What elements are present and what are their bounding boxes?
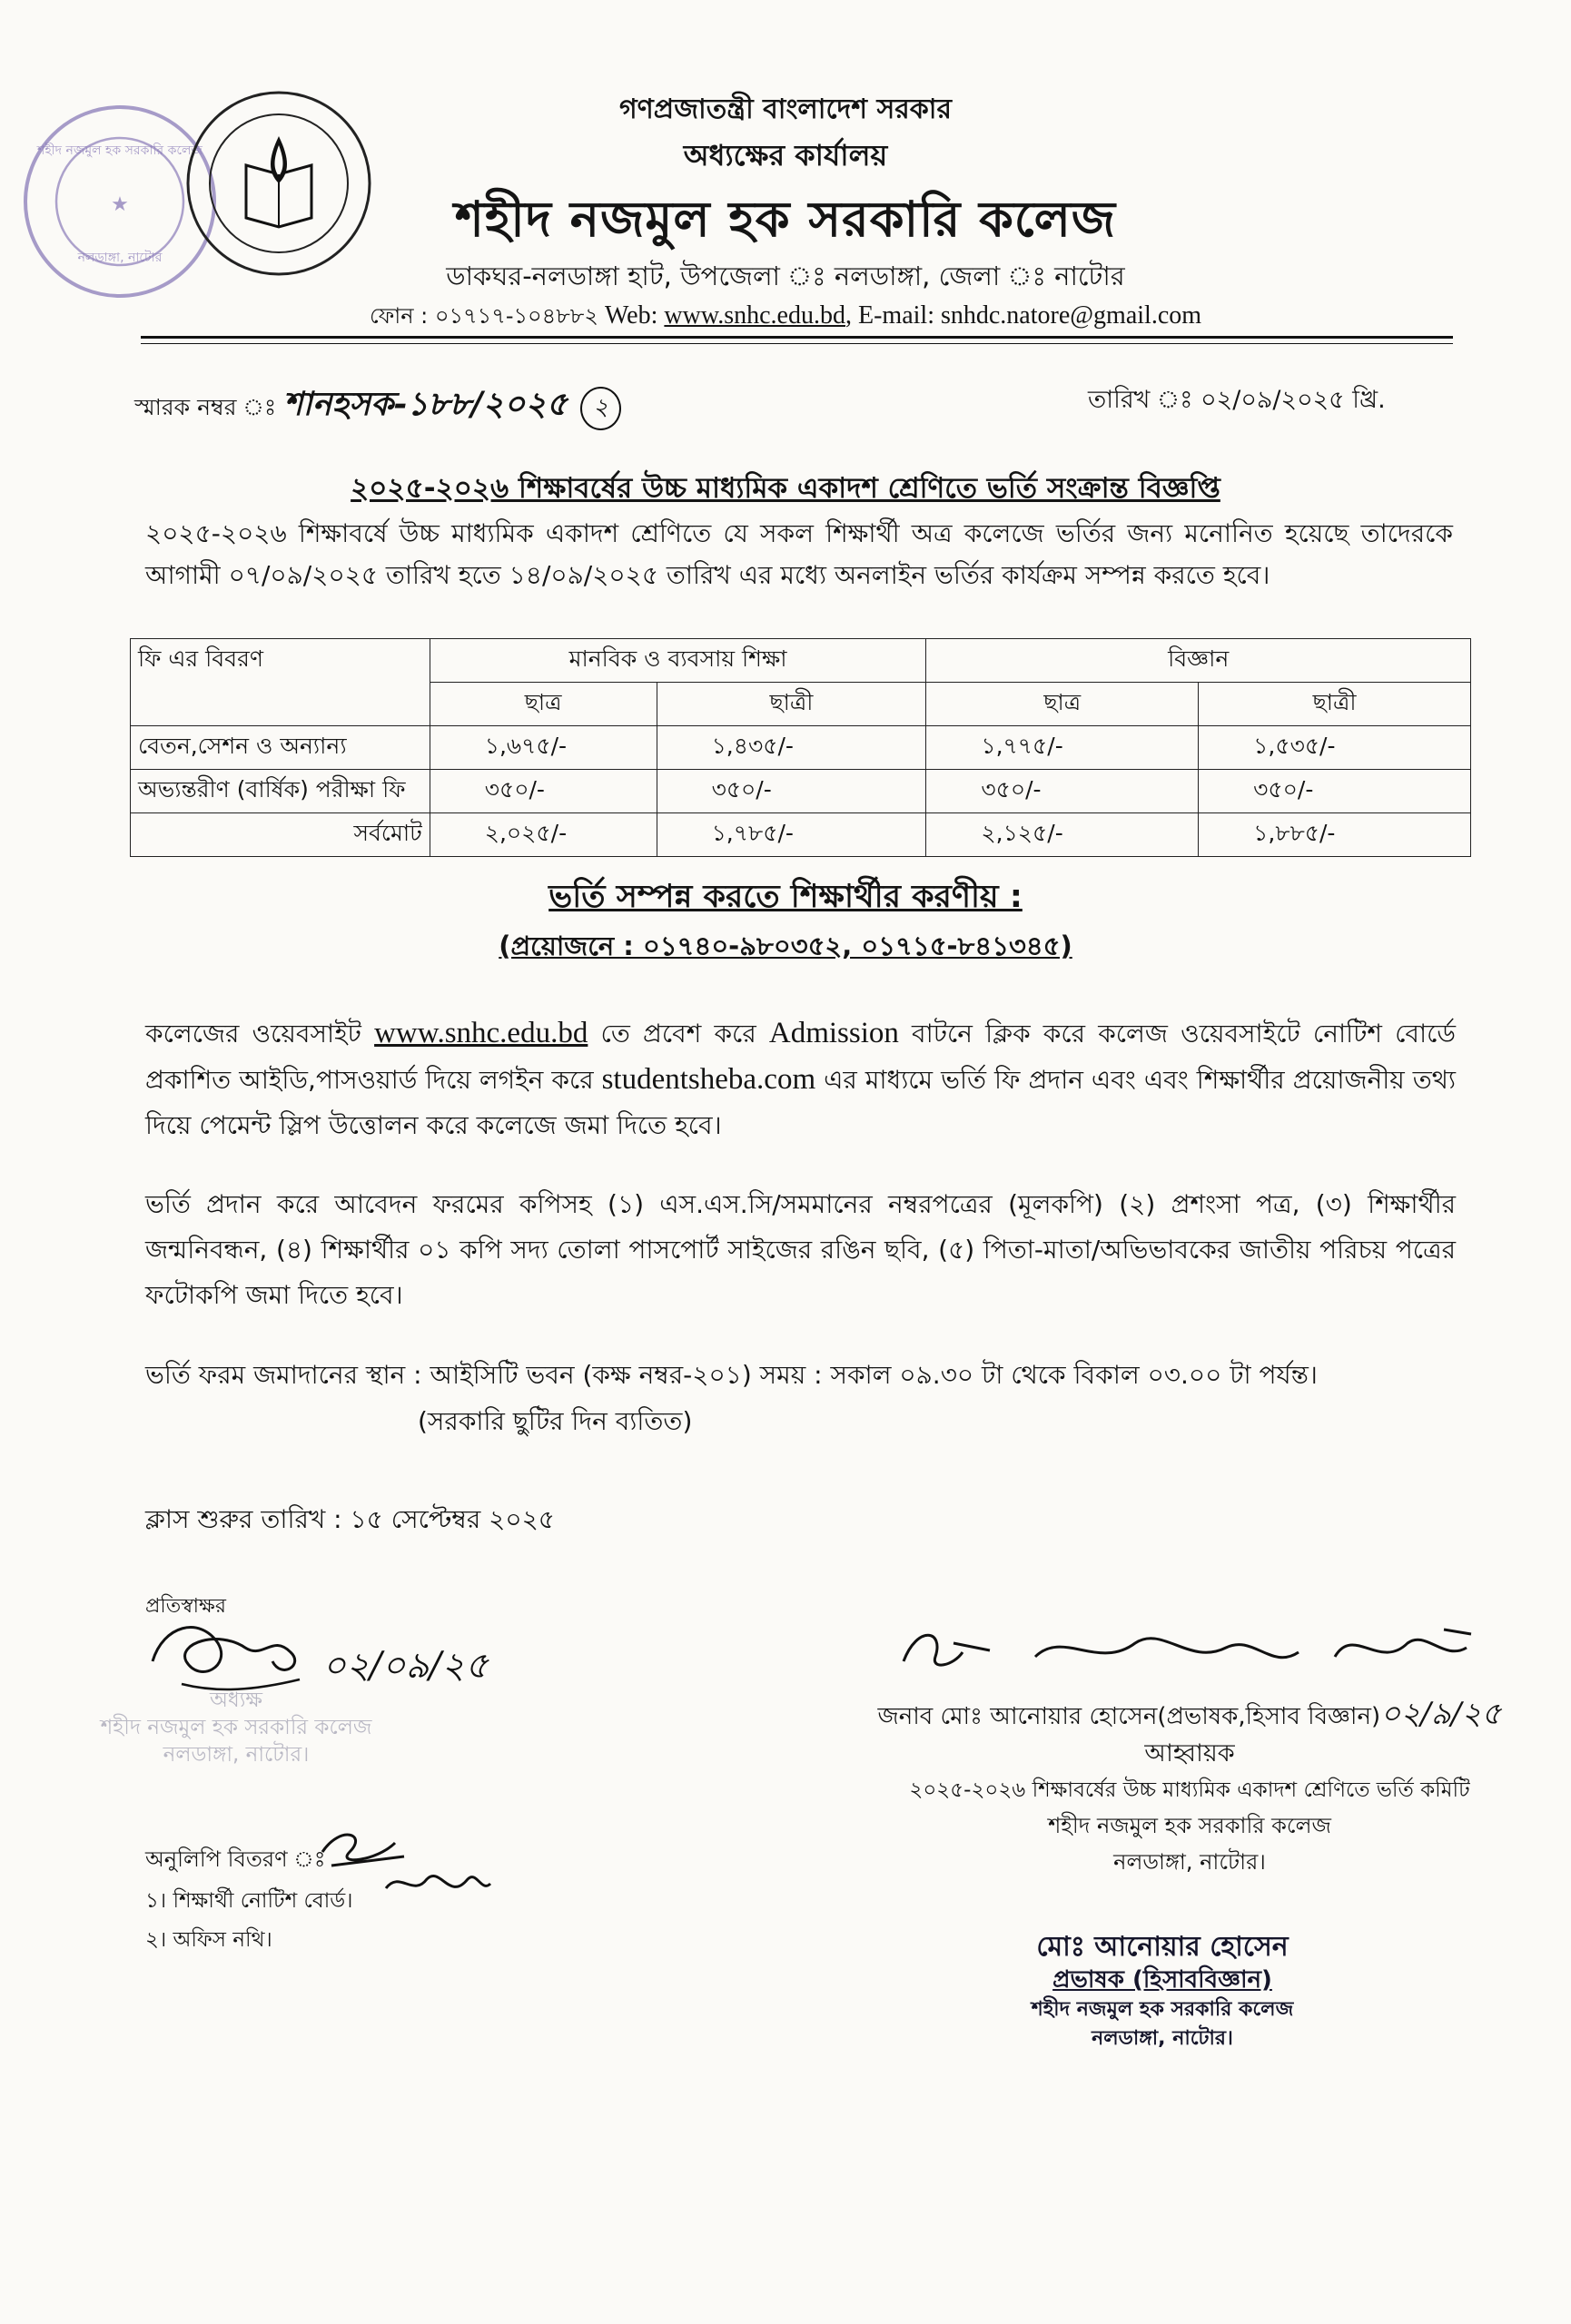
table-total-row [131,813,1471,857]
cell-value: ১,৬৭৫/- [430,726,657,770]
holiday-note: (সরকারি ছুটির দিন ব্যতিত) [418,1406,693,1436]
convener-name: জনাব মোঃ আনোয়ার হোসেন(প্রভাষক,হিসাব বিজ্ঞান) [877,1703,1381,1730]
fee-table [130,638,1471,857]
cell-value: ১,৫৩৫/- [1199,726,1471,770]
notice-title: ২০২৫-২০২৬ শিক্ষাবর্ষের উচ্চ মাধ্যমিক একাদশ শ্রেণিতে ভর্তি সংক্রান্ত বিজ্ঞপ্তি [351,472,1220,505]
class-start-date: ক্লাস শুরুর তারিখ : ১৫ সেপ্টেম্বর ২০২৫ [145,1504,555,1534]
instruction-paragraph-documents: ভর্তি প্রদান করে আবেদন ফরমের কপিসহ (১) এস.এস.সি/সমমানের নম্বরপত্রের (মূলকপি) (২) প্রশংসা পত্র, (৩) শিক্ষার্থীর জন্মনিবন্ধন, (৪) শিক্ষার্থীর ০১ কপি সদ্য তোলা পাসপোর্ট সাইজের রঙিন ছবি, (৫) পিতা-মাতা/অভিভাবকের জাতীয় পরিচয় পত্রের ফটোকপি জমা দিতে হবে। [145,1189,1456,1310]
instruction-paragraph-website [145,1010,1456,1148]
faded-principal-seal [36,1687,436,1768]
table-header-row [131,639,1471,683]
cell-value: ৩৫০/- [1199,770,1471,813]
row-label: অভ্যন্তরীণ (বার্ষিক) পরীক্ষা ফি [131,770,430,813]
email-label: , E-mail: [845,301,934,330]
faded-line: শহীদ নজমুল হক সরকারি কলেজ [100,1716,372,1739]
text-run: এর মাধ্যমে ভর্তি ফি প্রদান এবং এবং শিক্ষার্থীর প্রয়োজনীয় তথ্য দিয়ে পেমেন্ট স্লিপ উত্তোলন করে কলেজে জমা দিতে হবে। [145,1065,1456,1140]
convener-signature [899,1616,1480,1689]
cell-value: ১,৪৩৫/- [657,726,926,770]
stamp-college: শহীদ নজমুল হক সরকারি কলেজ [1031,1998,1294,2021]
copy-distribution-label: অনুলিপি বিতরণ ঃ [145,1846,326,1872]
header-rule-thin [141,343,1453,344]
header-science: বিজ্ঞান [926,639,1471,683]
website-link[interactable]: www.snhc.edu.bd [664,301,845,330]
duties-title: ভর্তি সম্পন্ন করতে শিক্ষার্থীর করণীয় : [548,879,1023,915]
phone-text: ফোন : ০১৭১৭-১০৪৮৮২ [369,303,598,329]
svg-text:★: ★ [111,193,129,216]
government-line: গণপ্রজাতন্ত্রী বাংলাদেশ সরকার [619,94,952,125]
duties-contact-numbers: (প্রয়োজনে : ০১৭৪০-৯৮০৩৫২, ০১৭১৫-৮৪১৩৪৫) [499,931,1072,961]
principal-signature-date: ০২/০৯/২৫ [322,1645,489,1687]
committee-college: শহীদ নজমুল হক সরকারি কলেজ [1048,1813,1331,1838]
table-row [131,770,1471,813]
faded-line: অধ্যক্ষ [209,1689,263,1712]
convener-signature-date: ০২/৯/২৫ [1380,1696,1502,1732]
seal-text-top: শহীদ নজমুল হক সরকারি কলেজ [37,143,203,158]
row-label: বেতন,সেশন ও অন্যান্য [131,726,430,770]
committee-name: ২০২৫-২০২৬ শিক্ষাবর্ষের উচ্চ মাধ্যমিক একাদশ শ্রেণিতে ভর্তি কমিটি [909,1778,1470,1802]
text-run: তে প্রবেশ করে [588,1019,769,1049]
memo-number [134,379,621,434]
notice-body: ২০২৫-২০২৬ শিক্ষাবর্ষে উচ্চ মাধ্যমিক একাদশ শ্রেণিতে যে সকল শিক্ষার্থী অত্র কলেজে ভর্তির জন্য মনোনিত হয়েছে তাদেরকে আগামী ০৭/০৯/২০২৫ তারিখ হতে ১৪/০৯/২০২৫ তারিখ এর মধ্যে অনলাইন ভর্তির কার্যক্রম সম্পন্ন করতে হবে। [145,518,1453,590]
cell-value: ১,৭৭৫/- [926,726,1199,770]
committee-place: নলডাঙ্গা, নাটোর। [1113,1849,1266,1875]
college-name: শহীদ নজমুল হক সরকারি কলেজ [454,191,1117,248]
stamp-place: নলডাঙ্গা, নাটোর। [1092,2027,1233,2050]
email-address[interactable]: snhdc.natore@gmail.com [940,301,1202,330]
address-line: ডাকঘর-নলডাঙ্গা হাট, উপজেলা ঃ নলডাঙ্গা, জেলা ঃ নাটোর [446,261,1125,291]
row-label-total: সর্বমোট [131,813,430,857]
studentsheba-link[interactable]: studentsheba.com [601,1063,816,1096]
header-female: ছাত্রী [657,683,926,726]
memo-circled-number: ২ [580,387,621,430]
seal-text-bottom: নলডাঙ্গা, নাটোর [77,251,163,265]
memo-handwritten: শানহসক-১৮৮/২০২৫ [283,385,568,423]
cell-value: ৩৫০/- [657,770,926,813]
countersign-label: প্রতিস্বাক্ষর [145,1595,226,1618]
text-run: বাটনে ক্লিক করে কলেজ ওয়েবসাইটে নোটিশ বোর্ডে প্রকাশিত আইডি,পাসওয়ার্ড দিয়ে লগইন করে [145,1019,1456,1095]
header-fee-description: ফি এর বিবরণ [131,639,430,726]
header-rule [141,336,1453,339]
header-male: ছাত্র [926,683,1199,726]
stamp-title: প্রভাষক (হিসাববিজ্ঞান) [1052,1966,1272,1994]
contact-line [0,300,1571,336]
convener-role: আহ্বায়ক [1144,1739,1235,1768]
stamp-name: মোঃ আনোয়ার হোসেন [1036,1931,1289,1963]
text-run: কলেজের ওয়েবসাইট [145,1019,375,1049]
cell-value: ৩৫০/- [430,770,657,813]
copy-recipient: ১। শিক্ষার্থী নোটিশ বোর্ড। [145,1889,353,1913]
header-female: ছাত্রী [1199,683,1471,726]
issue-date: তারিখ ঃ ০২/০৯/২০২৫ খ্রি. [1088,386,1386,414]
cell-value: ১,৮৮৫/- [1199,813,1471,857]
cell-value: ৩৫০/- [926,770,1199,813]
cell-value: ১,৭৮৫/- [657,813,926,857]
header-male: ছাত্র [430,683,657,726]
office-line: অধ্যক্ষের কার্যালয় [683,138,888,172]
table-row [131,726,1471,770]
submission-place-line: ভর্তি ফরম জমাদানের স্থান : আইসিটি ভবন (কক্ষ নম্বর-২০১) সময় : সকাল ০৯.৩০ টা থেকে বিকাল ০৩.০০ টা পর্যন্ত। [145,1360,1318,1390]
memo-label: স্মারক নম্বর ঃ [134,394,277,420]
web-label: Web: [604,301,658,330]
header-humanities-business: মানবিক ও ব্যবসায় শিক্ষা [430,639,926,683]
copy-recipient: ২। অফিস নথি। [145,1928,272,1952]
college-website-link[interactable]: www.snhc.edu.bd [374,1017,588,1049]
faded-line: নলডাঙ্গা, নাটোর। [163,1743,310,1767]
cell-value: ২,১২৫/- [926,813,1199,857]
cell-value: ২,০২৫/- [430,813,657,857]
admission-term: Admission [768,1017,899,1049]
